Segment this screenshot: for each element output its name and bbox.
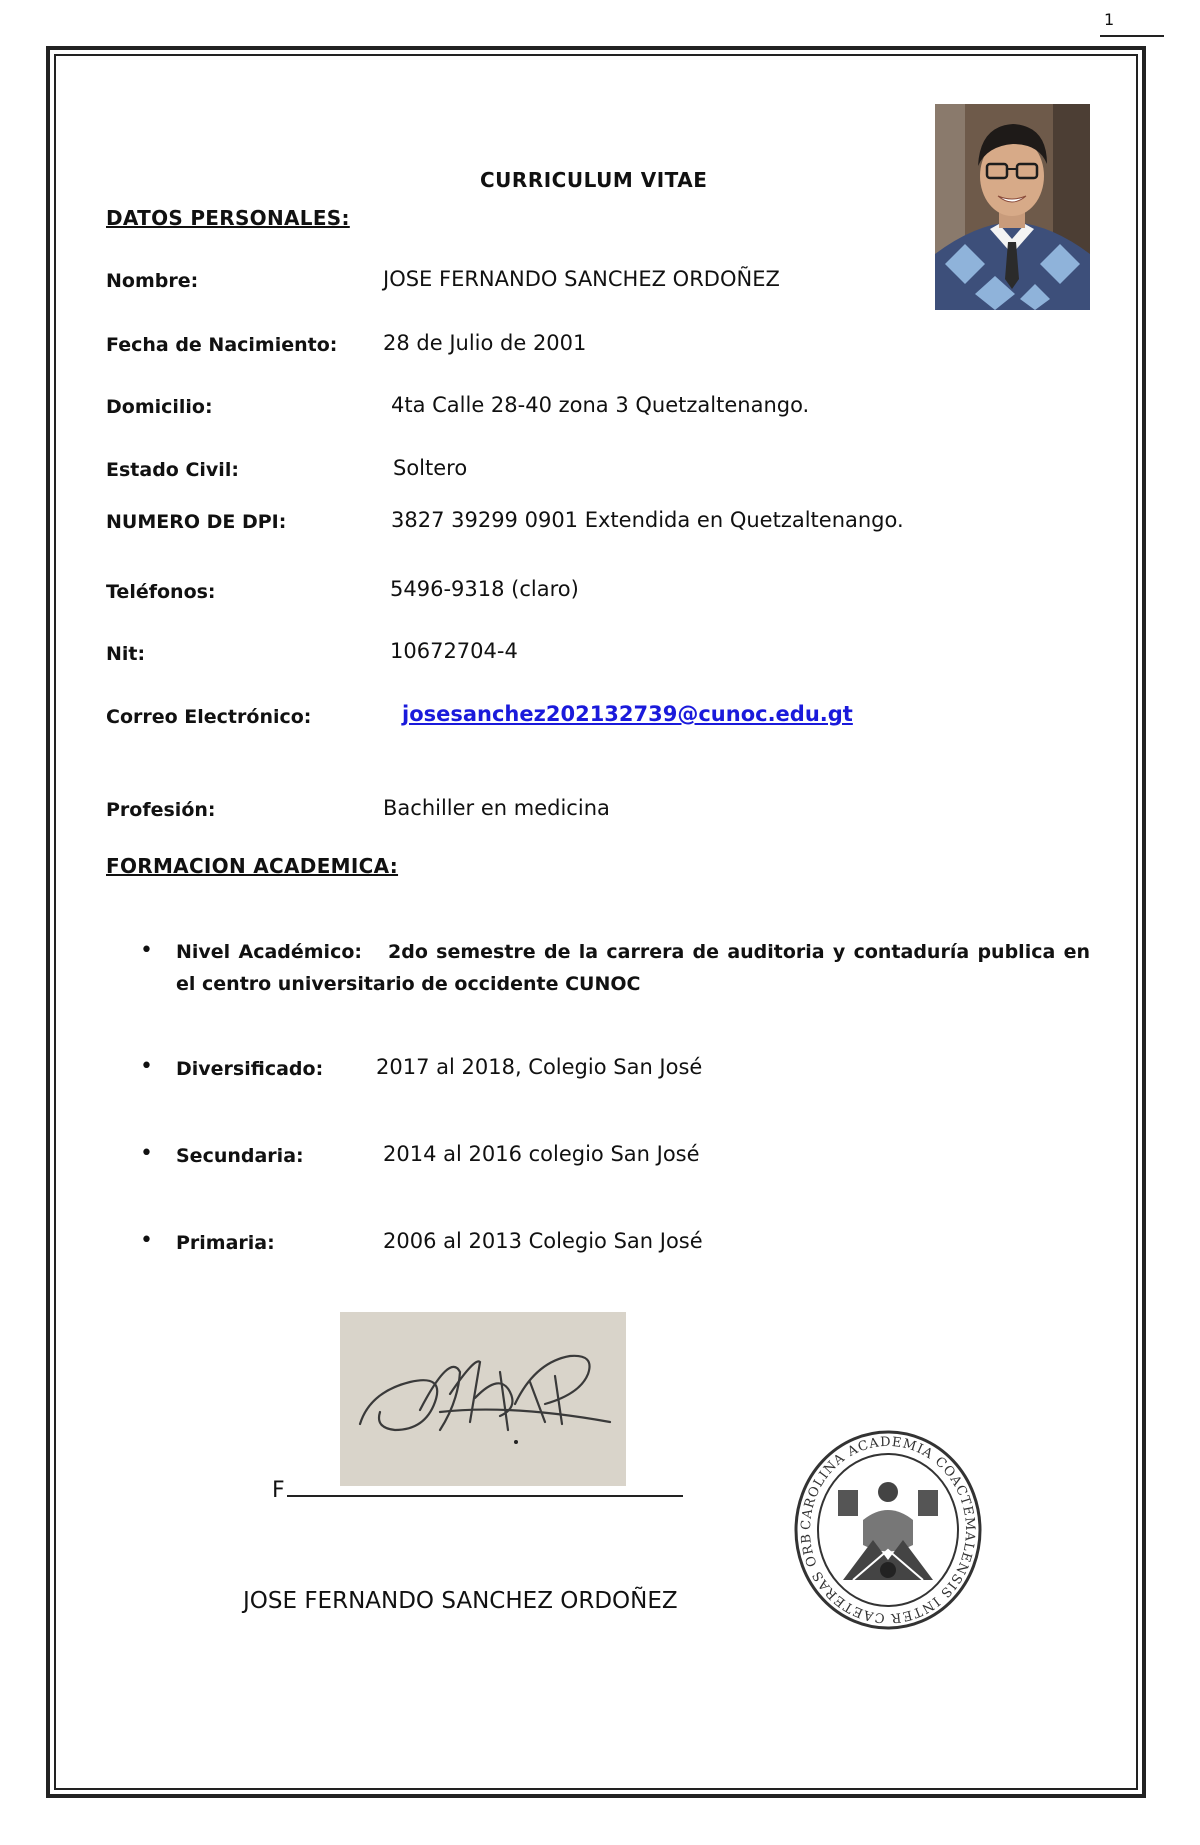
label-correo: Correo Electrónico:	[106, 706, 312, 728]
university-seal-image	[793, 1430, 983, 1630]
handwritten-signature-image	[340, 1312, 626, 1486]
edu-label-diversificado: Diversificado:	[176, 1058, 324, 1080]
email-link[interactable]: josesanchez202132739@cunoc.edu.gt	[402, 702, 853, 726]
value-profesion: Bachiller en medicina	[383, 796, 610, 820]
seal-lettering: CAROLINA ACADEMIA COACTEMALENSIS INTER CAETERAS ORB	[798, 1434, 978, 1626]
label-numero-dpi: NUMERO DE DPI:	[106, 511, 287, 533]
bullet-icon: •	[140, 1054, 153, 1079]
bullet-icon: •	[140, 1228, 153, 1253]
label-profesion: Profesión:	[106, 799, 216, 821]
page-number: 1	[1100, 10, 1164, 37]
bullet-icon: •	[140, 938, 153, 963]
label-nit: Nit:	[106, 643, 146, 665]
edu-value-secundaria: 2014 al 2016 colegio San José	[383, 1142, 700, 1166]
label-domicilio: Domicilio:	[106, 396, 213, 418]
value-nit: 10672704-4	[390, 639, 518, 663]
edu-label-primaria: Primaria:	[176, 1232, 275, 1254]
portrait-photo	[935, 104, 1090, 310]
edu-label-secundaria: Secundaria:	[176, 1145, 304, 1167]
section-heading-personal: DATOS PERSONALES:	[106, 206, 350, 230]
edu-label-nivel-academico: Nivel Académico:	[176, 941, 362, 963]
bullet-icon: •	[140, 1141, 153, 1166]
signature-line	[272, 1478, 683, 1503]
value-telefonos: 5496-9318 (claro)	[390, 577, 579, 601]
label-estado-civil: Estado Civil:	[106, 459, 239, 481]
section-heading-education: FORMACION ACADEMICA:	[106, 854, 399, 878]
signer-name: JOSE FERNANDO SANCHEZ ORDOÑEZ	[243, 1588, 678, 1614]
value-estado-civil: Soltero	[393, 456, 468, 480]
value-domicilio: 4ta Calle 28-40 zona 3 Quetzaltenango.	[391, 393, 810, 417]
value-fecha-nacimiento: 28 de Julio de 2001	[383, 331, 587, 355]
document-title: CURRICULUM VITAE	[480, 168, 708, 192]
label-telefonos: Teléfonos:	[106, 581, 216, 603]
label-fecha-nacimiento: Fecha de Nacimiento:	[106, 334, 338, 356]
value-numero-dpi: 3827 39299 0901 Extendida en Quetzaltenango.	[391, 508, 904, 532]
edu-item-nivel-academico	[176, 936, 1090, 1000]
value-nombre: JOSE FERNANDO SANCHEZ ORDOÑEZ	[383, 267, 780, 291]
label-nombre: Nombre:	[106, 270, 199, 292]
edu-value-primaria: 2006 al 2013 Colegio San José	[383, 1229, 703, 1253]
edu-value-nivel-academico: 2do semestre de la carrera de auditoria y contaduría publica en el centro universitario de occidente CUNOC	[176, 941, 1090, 995]
edu-value-diversificado: 2017 al 2018, Colegio San José	[376, 1055, 703, 1079]
signature-line-prefix: F	[272, 1478, 285, 1503]
